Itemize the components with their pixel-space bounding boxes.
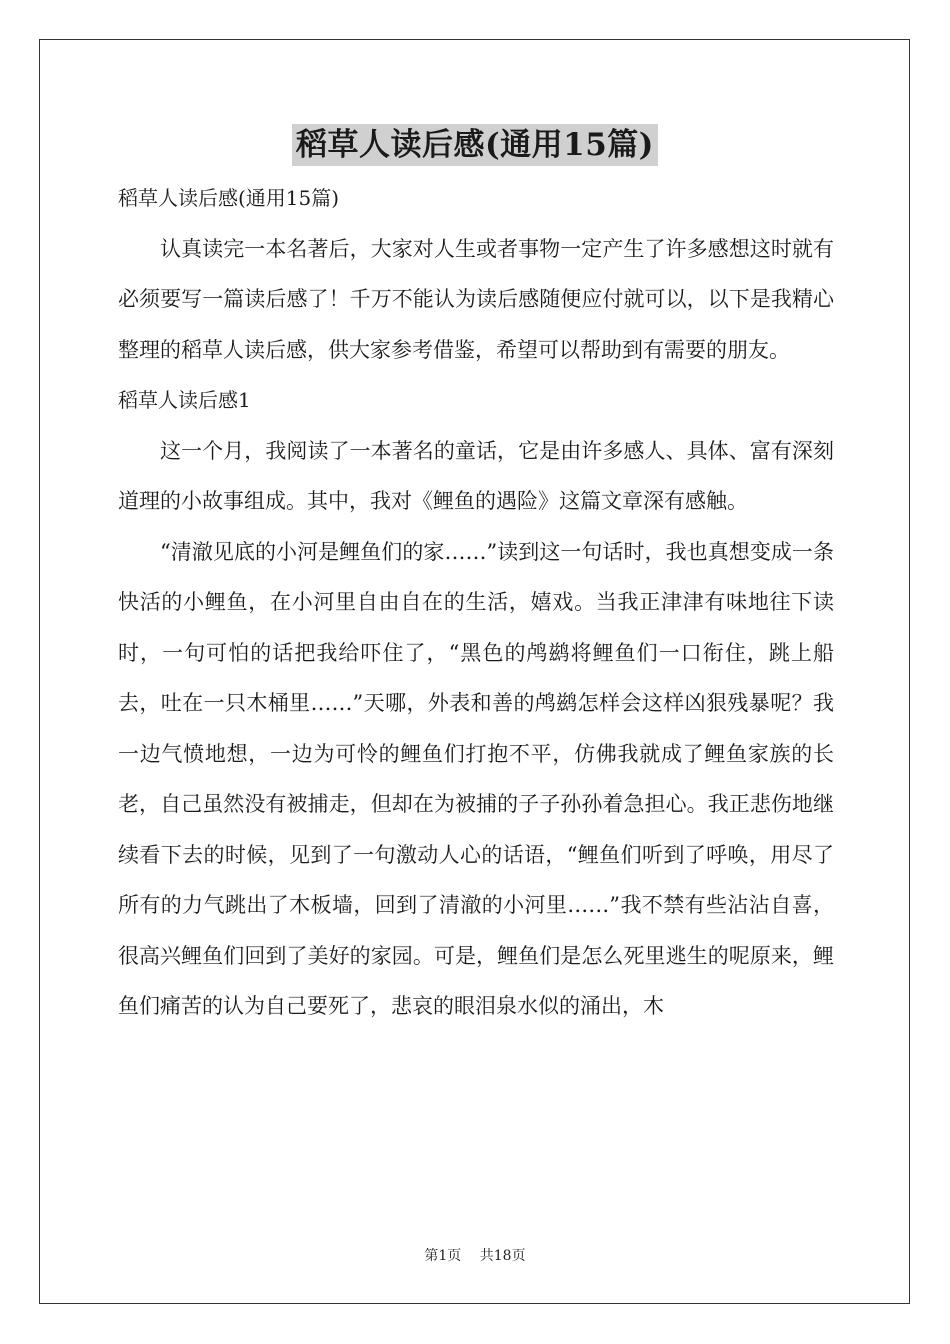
document-subtitle: 稻草人读后感(通用15篇): [118, 186, 340, 210]
document-title: 稻草人读后感(通用15篇): [292, 124, 658, 166]
title-block: [0, 124, 950, 166]
intro-paragraph: 认真读完一本名著后，大家对人生或者事物一定产生了许多感想这时就有必须要写一篇读后感了！千万不能认为读后感随便应付就可以，以下是我精心整理的稻草人读后感，供大家参考借鉴，希望可以帮助到有需要的朋友。: [118, 236, 834, 362]
body-paragraph: “清澈见底的小河是鲤鱼们的家……”读到这一句话时，我也真想变成一条快活的小鲤鱼，在小河里自由自在的生活，嬉戏。当我正津津有味地往下读时，一句可怕的话把我给吓住了，“黑色的鸬鹚将鲤鱼们一口衔住，跳上船去，吐在一只木桶里……”天哪，外表和善的鸬鹚怎样会这样凶狠残暴呢？我一边气愤地想，一边为可怜的鲤鱼们打抱不平，仿佛我就成了鲤鱼家族的长老，自己虽然没有被捕走，但却在为被捕的子子孙孙着急担心。我正悲伤地继续看下去的时候，见到了一句激动人心的话语，“鲤鱼们听到了呼唤，用尽了所有的力气跳出了木板墙，回到了清澈的小河里……”我不禁有些沾沾自喜，很高兴鲤鱼们回到了美好的家园。可是，鲤鱼们是怎么死里逃生的呢原来，鲤鱼们痛苦的认为自己要死了，悲哀的眼泪泉水似的涌出，木: [118, 539, 834, 1018]
page-total: 共18页: [479, 1248, 526, 1264]
section-heading: 稻草人读后感1: [118, 388, 251, 412]
page-footer: [0, 1245, 950, 1265]
document-body: [118, 173, 834, 1032]
page-number: 第1页: [424, 1248, 462, 1264]
body-paragraph: 这一个月，我阅读了一本著名的童话，它是由许多感人、具体、富有深刻道理的小故事组成。其中，我对《鲤鱼的遇险》这篇文章深有感触。: [118, 438, 834, 513]
